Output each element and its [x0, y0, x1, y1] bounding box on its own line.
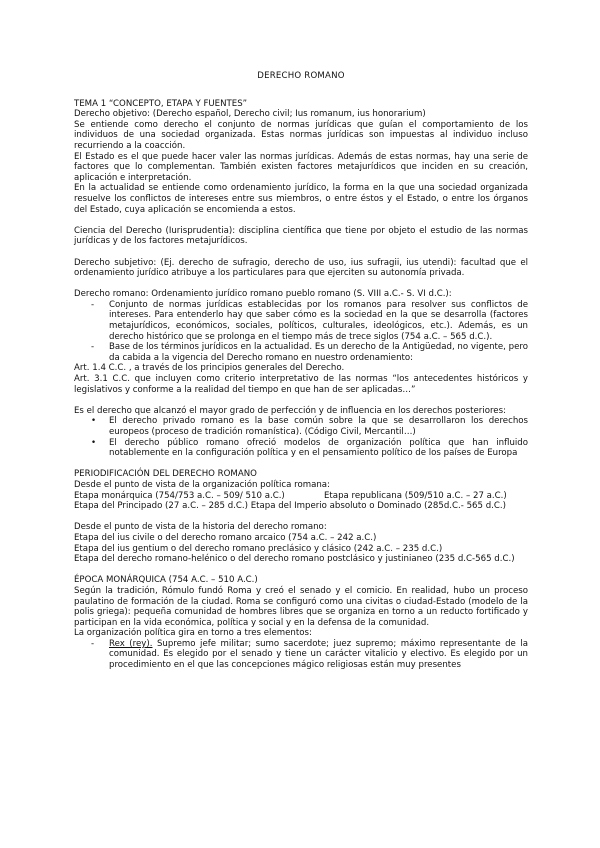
document-body — [74, 71, 528, 671]
tema-heading: TEMA 1 “CONCEPTO, ETAPA Y FUENTES” — [74, 98, 248, 109]
list-item: • El derecho privado romano es la base común sobre la que se desarrollaron los derechos europeos (proceso de tradición romanística). (Código Civil, Mercantil…) — [74, 416, 528, 437]
derecho-objetivo-line: Derecho objetivo: (Derecho español, Derecho civil; Ius romanum, ius honorarium) — [74, 109, 426, 120]
etapa-monarquica: Etapa monárquica (754/753 a.C. – 509/ 510 a.C.) — [74, 490, 285, 501]
paragraph-derecho-definicion: Se entiende como derecho el conjunto de normas jurídicas que guían el comportamiento de los individuos de una sociedad organizada. Estas normas jurídicas son impuestas al individuo incluso recurriendo a la coacción. — [74, 119, 528, 151]
etapa-clasico: Etapa del ius gentium o del derecho romano preclásico y clásico (242 a.C. – 235 d.C.) — [74, 543, 443, 554]
rex-term: Rex (rey). — [109, 638, 153, 649]
etapas-row — [74, 491, 528, 502]
paragraph-organizacion: La organización política gira en torno a tres elementos: — [74, 628, 312, 639]
etapa-arcaico: Etapa del ius civile o del derecho romano arcaico (754 a.C. – 242 a.C.) — [74, 532, 377, 543]
article-1-4: Art. 1.4 C.C. , a través de los principios generales del Derecho. — [74, 363, 345, 374]
article-3-1: Art. 3.1 C.C. que incluyen como criterio interpretativo de las normas “los antecedentes históricos y legislativos y conforme a la realidad del tiempo en que han de ser aplicadas…” — [74, 374, 528, 395]
epoca-monarquica-heading: ÉPOCA MONÁRQUICA (754 A.C. – 510 A.C.) — [74, 575, 258, 586]
etapa-postclasico: Etapa del derecho romano-helénico o del derecho romano postclásico y justinianeo (235 d.C-565 d.C.) — [74, 554, 515, 565]
paragraph-derecho-subjetivo: Derecho subjetivo: (Ej. derecho de sufragio, derecho de uso, ius sufragii, ius utendi): facultad que el ordenamiento jurídico atribuye a los particulares para que ejerciten su autonomía privada. — [74, 257, 528, 279]
list-item: - Conjunto de normas jurídicas establecidas por los romanos para resolver sus conflictos de intereses. Para entenderlo hay que saber cómo es la sociedad en la que se desarrolla (factores metajurídicos, económicos, sociales, políticos, culturales, ideológicos, etc.). Además, es un derecho histórico que se prolonga en el tiempo más de trece siglos (754 a.C. – 565 d.C.). — [74, 300, 528, 342]
list-item: • El derecho público romano ofreció modelos de organización política que han influido notablemente en la configuración política y en el pensamiento político de los países de Europa — [74, 438, 528, 459]
periodificacion-heading: PERIODIFICACIÓN DEL DERECHO ROMANO — [74, 469, 257, 480]
rex-description: Supremo jefe militar; sumo sacerdote; juez supremo; máximo representante de la comunidad. Es elegido por el senado y tiene un carácter vitalicio y electivo. Es elegido por un procedimiento en el que las concepciones mágico religiosas están muy presentes — [109, 638, 528, 671]
paragraph-ordenamiento: En la actualidad se entiende como ordenamiento jurídico, la forma en la que una sociedad organizada resuelve los conflictos de intereses entre sus miembros, o entre éstos y el Estado, o entre los órganos del Estado, cuya aplicación se encomienda a estos. — [74, 183, 528, 215]
perfeccion-list — [74, 416, 528, 458]
paragraph-ciencia-derecho: Ciencia del Derecho (Iurisprudentia): disciplina científica que tiene por objeto el estudio de las normas jurídicas y de los factores metajurídicos. — [74, 225, 528, 247]
paragraph-perfeccion: Es el derecho que alcanzó el mayor grado de perfección y de influencia en los derechos posteriores: — [74, 405, 506, 416]
etapa-principado-dominado: Etapa del Principado (27 a.C. – 285 d.C.) Etapa del Imperio absoluto o Dominado (285d.C.- 565 d.C.) — [74, 501, 506, 512]
paragraph-estado: El Estado es el que puede hacer valer las normas jurídicas. Además de estas normas, hay una serie de factores que lo complementan. También existen factores metajurídicos que inciden en su creación, aplicación e interpretación. — [74, 151, 528, 183]
elementos-list — [74, 639, 528, 671]
document-title: DERECHO ROMANO — [257, 71, 345, 81]
list-item: - Base de los términos jurídicos en la actualidad. Es un derecho de la Antigüedad, no vigente, pero da cabida a la vigencia del Derecho romano en nuestro ordenamiento: — [74, 342, 528, 363]
politica-intro: Desde el punto de vista de la organización política romana: — [74, 479, 330, 490]
etapa-republicana: Etapa republicana (509/510 a.C. – 27 a.C.) — [324, 490, 507, 501]
historia-intro: Desde el punto de vista de la historia del derecho romano: — [74, 522, 327, 533]
derecho-romano-list — [74, 300, 528, 364]
list-item — [74, 639, 528, 671]
paragraph-tradicion: Según la tradición, Rómulo fundó Roma y creó el senado y el comicio. En realidad, hubo un proceso paulatino de formación de la ciudad. Roma se configuró como una civitas o ciudad-Estado (modelo de la polis griega): pequeña comunidad de hombres libres que se organiza en torno a un reducto fortificado y participan en la vida económica, política y social y en la defensa de la comunidad. — [74, 585, 528, 628]
derecho-romano-intro: Derecho romano: Ordenamiento jurídico romano pueblo romano (S. VIII a.C.- S. VI d.C.): — [74, 289, 452, 300]
